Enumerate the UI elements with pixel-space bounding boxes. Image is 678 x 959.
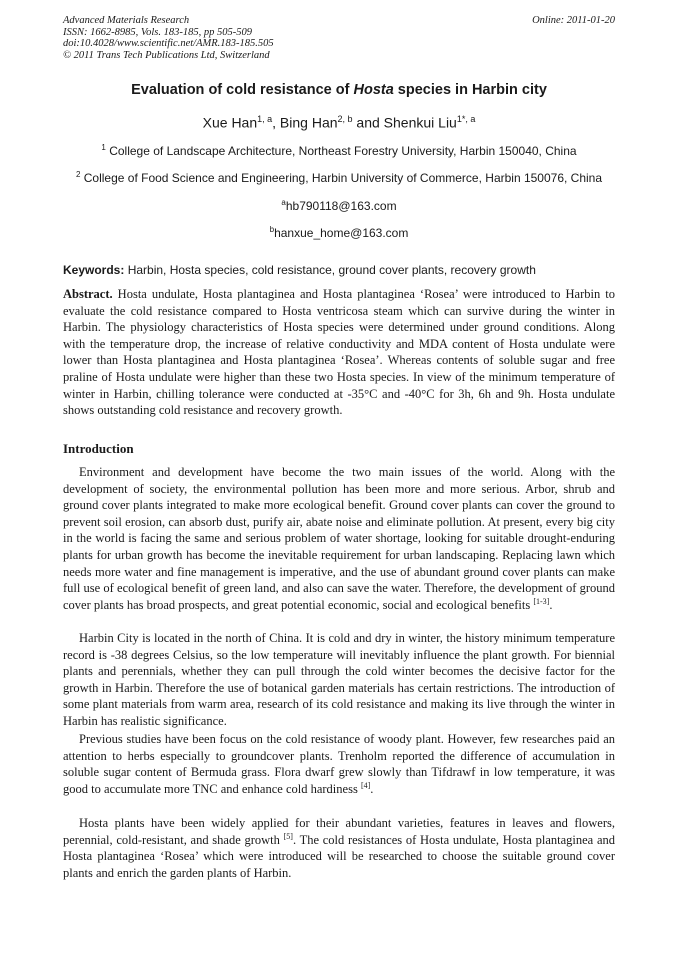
email-a-marker: a <box>281 198 286 207</box>
intro-paragraph-1 <box>63 464 615 613</box>
citation-4: [4] <box>360 780 371 790</box>
introduction-heading: Introduction <box>63 441 134 456</box>
email-a <box>0 198 678 213</box>
keywords <box>63 263 615 277</box>
author-1-affil: 1, a <box>257 114 273 124</box>
intro-paragraph-2-text: Harbin City is located in the north of China. It is cold and dry in winter, the history minimum temperature record is -38 degrees Celsius, so the low temperature will inevitably influence the plant growth. For biennial plants and perennials, whether they can pull through the cold winter becomes the decisive factor for the growth in Harbin. Therefore the use of botanical garden materials has certain restrictions. The introduction of some plant materials from warm area, research of its cold resistance and making its live through the winter in Harbin has realistic significance. <box>63 631 615 728</box>
author-3-affil: 1*, a <box>456 114 476 124</box>
intro-paragraph-3-end: . <box>370 781 374 796</box>
citation-5: [5] <box>283 831 293 841</box>
author-sep-1: , <box>272 114 280 131</box>
email-b-address[interactable]: hanxue_home@163.com <box>274 226 409 240</box>
intro-paragraph-1-text: Environment and development have become the two main issues of the world. Along with the development of society, the environmental pollution has been more and more serious. Arbor, shrub and ground cover plants integrated to make more ecological benefit. Ground cover plants can cover the ground to prevent soil erosion, can absorb dust, purify air, abate noise and eliminate pollution. At present, every big city in the world is facing the same and serious problem of water shortage, looking for suitable drought-enduring plants for urban growth has become the inevitable requirement for urban landscaping. Replacing lawn which needs more water and fine management is imperative, and the use of abundant ground cover plants can make full use of ecological benefit of green land, and also can save the water. Therefore, the development of ground cover plants has broad prospects, and great potential economic, social and ecological benefits <box>63 465 615 612</box>
affiliation-2-number: 2 <box>75 170 81 179</box>
doi-line: doi:10.4028/www.scientific.net/AMR.183-185.505 <box>63 38 274 49</box>
journal-name: Advanced Materials Research <box>63 15 190 26</box>
affiliation-1-text: College of Landscape Architecture, Northeast Forestry University, Harbin 150040, China <box>105 144 577 158</box>
journal-header <box>63 15 274 61</box>
affiliation-2-text: College of Food Science and Engineering, Harbin University of Commerce, Harbin 150076, China <box>80 171 603 185</box>
intro-paragraph-1-end: . <box>549 597 553 612</box>
intro-paragraph-4-text-a: Hosta plants have been widely applied for their abundant varieties, features in leaves and flowers, perennial, cold-resistant, and shade growth <box>63 816 615 847</box>
affiliation-1-number: 1 <box>101 143 106 152</box>
author-2: Bing Han <box>279 114 338 131</box>
intro-paragraph-4 <box>63 815 615 881</box>
author-3: Shenkui Liu <box>383 114 457 131</box>
email-a-address[interactable]: hb790118@163.com <box>285 199 397 213</box>
copyright-line: © 2011 Trans Tech Publications Ltd, Switzerland <box>63 49 270 61</box>
keywords-text: Harbin, Hosta species, cold resistance, ground cover plants, recovery growth <box>124 263 536 277</box>
author-list <box>0 114 678 131</box>
intro-paragraph-4-text-b: . The cold resistances of Hosta undulate, Hosta plantaginea and Hosta plantaginea ‘Rosea’ which were introduced will be researched to choose the suitable ground cover plants and enrich the garden plants of Harbin. <box>63 832 616 880</box>
paper-title <box>0 82 678 98</box>
email-b-marker: b <box>269 225 275 234</box>
intro-paragraph-3 <box>63 731 615 797</box>
title-genus: Hosta <box>353 82 394 98</box>
author-2-affil: 2, b <box>337 114 353 124</box>
affiliation-2 <box>0 170 678 185</box>
abstract-label: Abstract. <box>63 287 113 301</box>
affiliation-1 <box>0 143 678 158</box>
author-1: Xue Han <box>202 114 258 131</box>
intro-paragraph-2 <box>63 630 615 730</box>
abstract <box>63 286 615 419</box>
keywords-label: Keywords: <box>63 263 125 277</box>
author-sep-2: and <box>352 114 384 131</box>
intro-paragraph-3-text: Previous studies have been focus on the cold resistance of woody plant. However, few researches paid an attention to herbs especially to groundcover plants. Trenholm reported the difference of accumulation in soluble sugar content of Bermuda grass. Flora dwarf grew slowly than Tifdrawf in low temperature, it was good to accumulate more TNC and enhance cold hardiness <box>63 732 615 796</box>
title-part-2: species in Harbin city <box>393 82 547 98</box>
email-b <box>0 225 678 240</box>
title-part-1: Evaluation of cold resistance of <box>131 82 354 98</box>
online-date: Online: 2011-01-20 <box>532 15 615 26</box>
abstract-text: Hosta undulate, Hosta plantaginea and Hosta plantaginea ‘Rosea’ were introduced to Harbin to evaluate the cold resistance compared to Hosta ventricosa steam which can survive during the winter in Harbin. The physiology characteristics of Hosta species were determined under ground conditions. Along with the temperature drop, the increase of relative conductivity and MDA content of Hosta undulate were lower than Hosta plantaginea and Hosta plantaginea ‘Rosea’. Whereas contents of soluble sugar and free praline of Hosta undulate were higher than these two Hosta species. In view of the minimum temperature of winter in Harbin, chilling tolerance were conducted at -35°C and -40°C for 3h, 6h and 9h. Hosta undulate shows outstanding cold resistance and recovery growth. <box>63 287 615 418</box>
issn-line: ISSN: 1662-8985, Vols. 183-185, pp 505-509 <box>63 26 252 38</box>
citation-1-3: [1-3] <box>533 596 550 606</box>
